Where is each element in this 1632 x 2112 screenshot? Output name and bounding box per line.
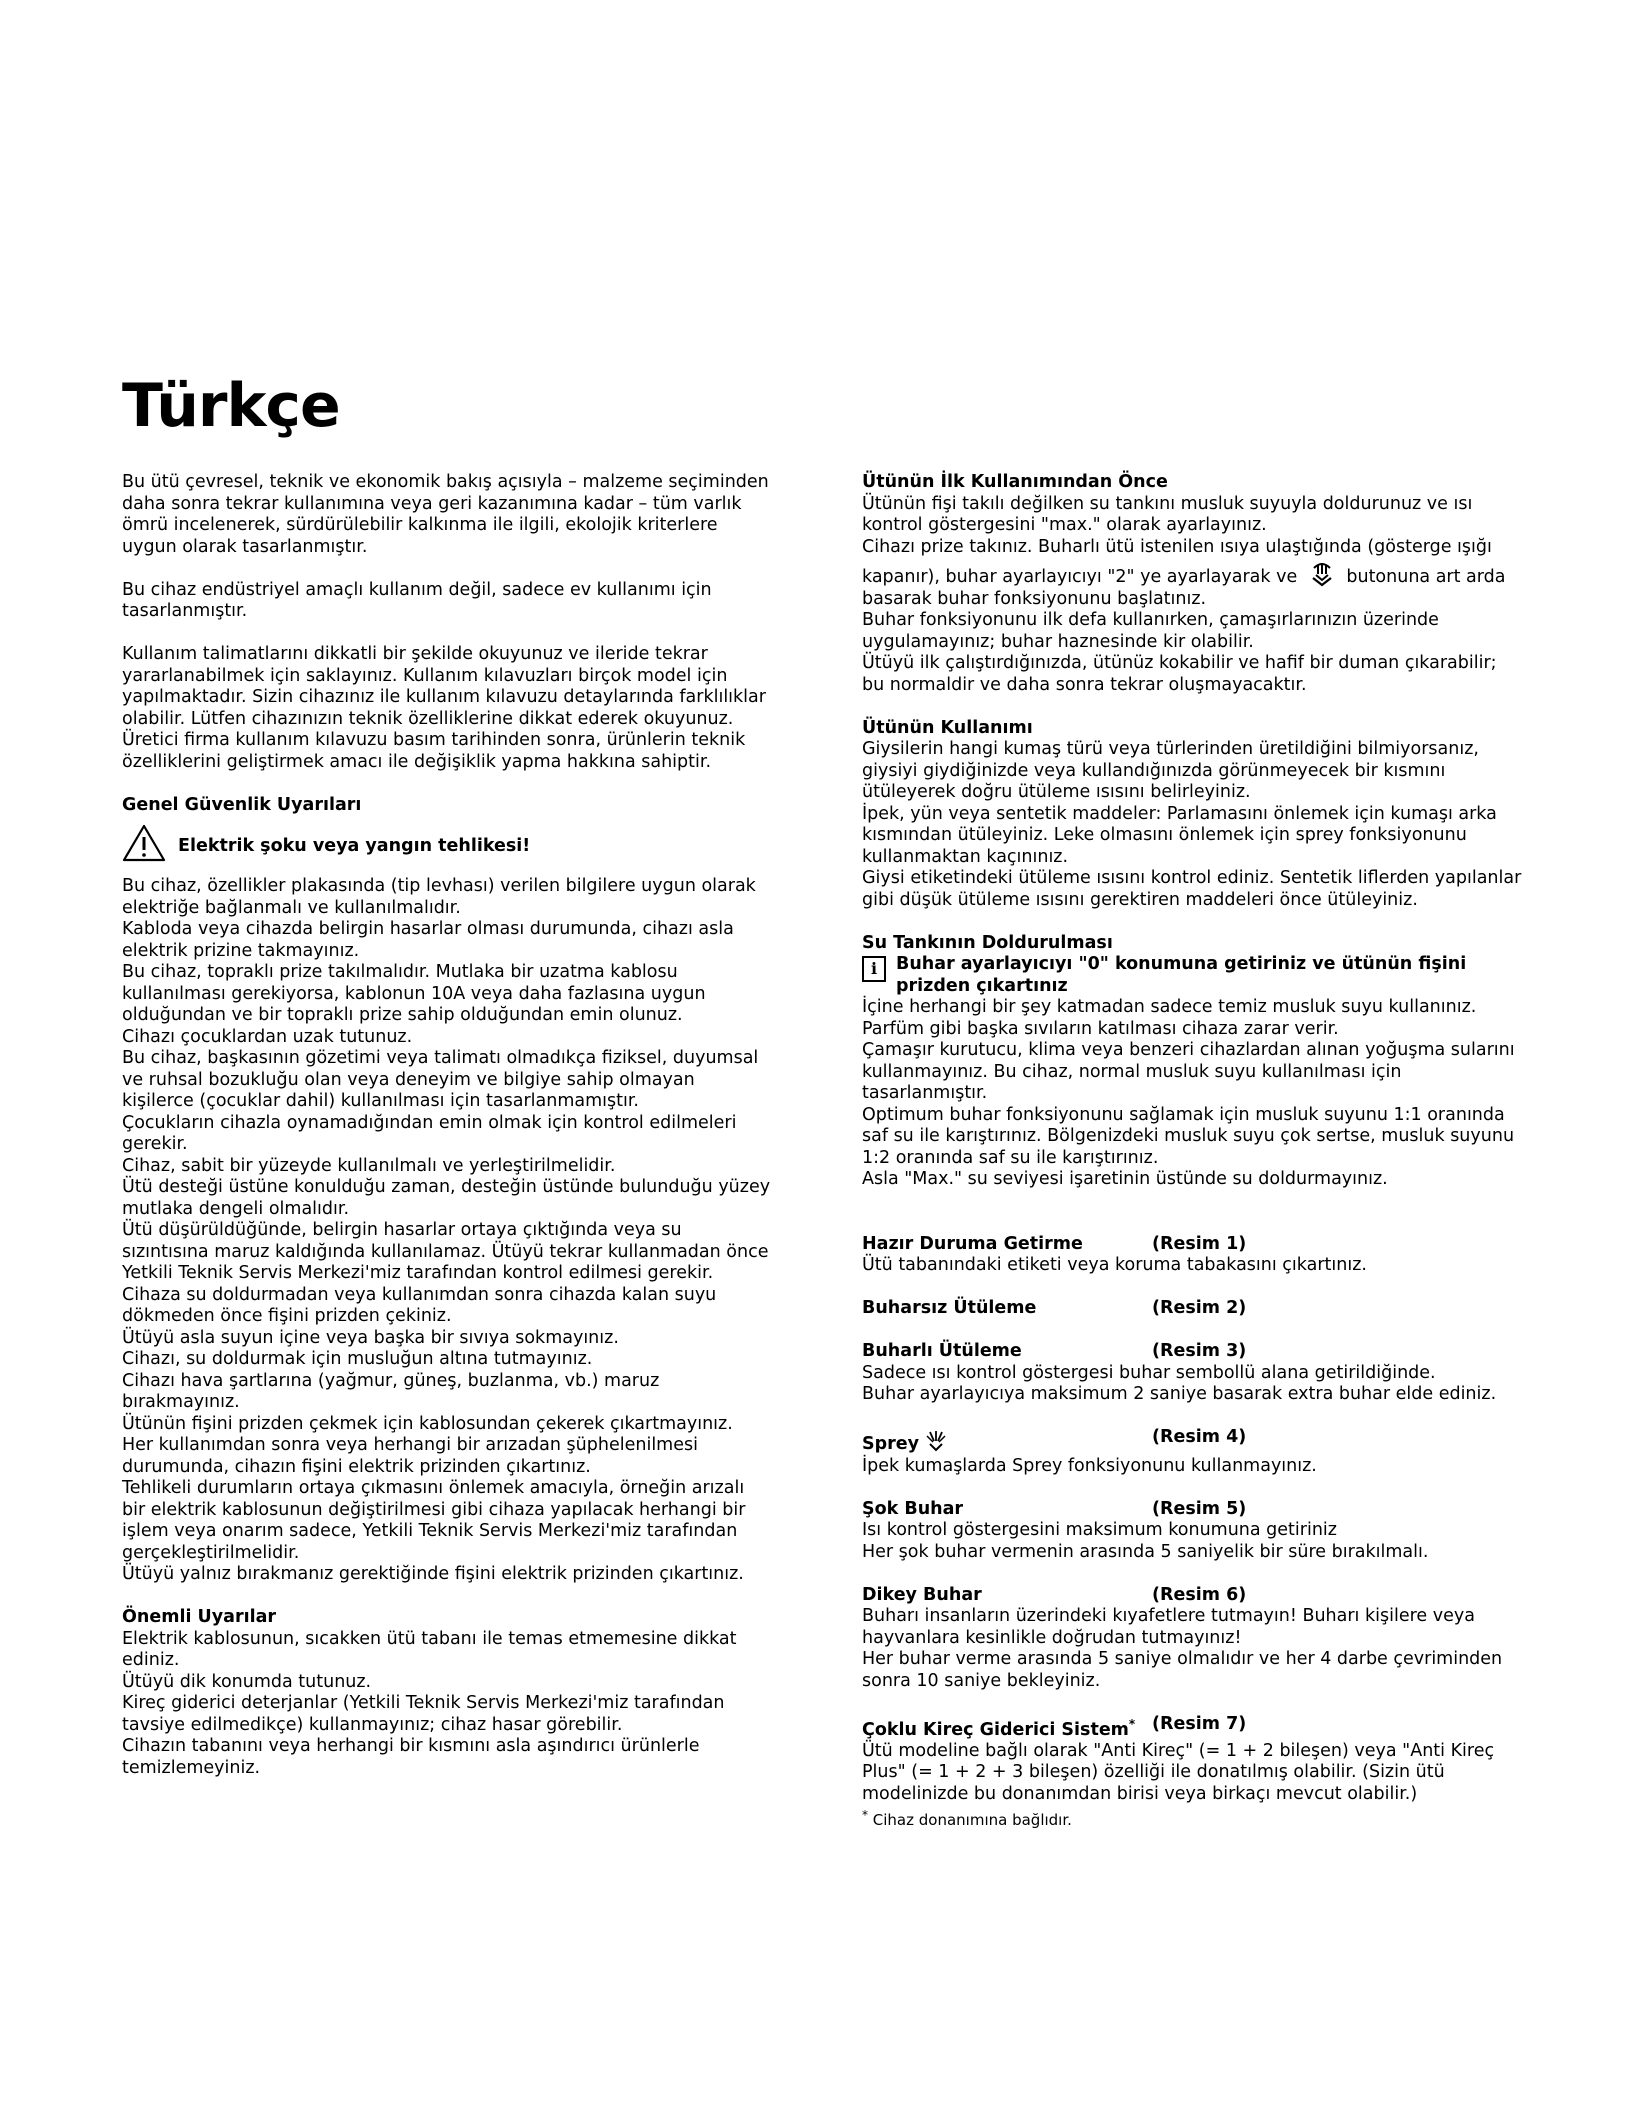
- feature-text: Ütü tabanındaki etiketi veya koruma tabakasını çıkartınız.: [862, 1255, 1367, 1275]
- feature-sok-buhar: [862, 1499, 1522, 1564]
- feature-name: Dikey Buhar: [862, 1584, 982, 1605]
- feature-ref: (Resim 5): [1152, 1498, 1247, 1519]
- tank-text: Asla "Max." su seviyesi işaretinin üstünde su doldurmayınız.: [862, 1169, 1388, 1189]
- safety-item: Ütünün fişini prizden çekmek için kablosundan çekerek çıkartmayınız.: [122, 1413, 733, 1434]
- feature-text: İpek kumaşlarda Sprey fonksiyonunu kullanmayınız.: [862, 1455, 1317, 1476]
- feature-text: Her şok buhar vermenin arasında 5 saniyelik bir süre bırakılmalı.: [862, 1541, 1429, 1562]
- intro-paragraph-3: Kullanım talimatlarını dikkatli bir şekilde okuyunuz ve ileride tekrar yararlanabilmek için saklayınız. Kullanım kılavuzları birçok model için yapılmaktadır. Sizin cihazınız ile kullanım kılavuzu detaylarında farklılıklar olabilir. Lütfen cihazınızın teknik özelliklerine dikkat ederek okuyunuz. Üretici firma kullanım kılavuzu basım tarihinden sonra, ürünlerin teknik özelliklerini geliştirmek amacı ile değişiklik yapma hakkına sahiptir.: [122, 644, 766, 772]
- tank-text: Çamaşır kurutucu, klima veya benzeri cihazlardan alınan yoğuşma sularını kullanmayınız. Bu cihaz, normal musluk suyu kullanılması için tasarlanmıştır.: [862, 1040, 1515, 1103]
- feature-kirec: [862, 1714, 1522, 1806]
- feature-name: Hazır Duruma Getirme: [862, 1233, 1083, 1254]
- left-column: [122, 472, 772, 1779]
- feature-text: Buhar ayarlayıcıya maksimum 2 saniye basarak extra buhar elde ediniz.: [862, 1384, 1497, 1404]
- usage-text: Giysilerin hangi kumaş türü veya türlerinden üretildiğini bilmiyorsanız, giysiyi giydiğinizde veya kullandığınızda görünmeyecek bir kısmını ütüleyerek doğru ütüleme ısısını belirleyiniz.: [862, 739, 1479, 802]
- feature-ref: (Resim 7): [1152, 1713, 1247, 1734]
- important-item: Cihazın tabanını veya herhangi bir kısmını asla aşındırıcı ürünlerle temizlemeyiniz.: [122, 1736, 700, 1778]
- safety-item: Cihazı, su doldurmak için musluğun altına tutmayınız.: [122, 1349, 593, 1369]
- first-use-text: Buhar fonksiyonunu ilk defa kullanırken, çamaşırlarınızın üzerinde uygulamayınız; buhar haznesinde kir olabilir.: [862, 610, 1439, 652]
- usage-text: Giysi etiketindeki ütüleme ısısını kontrol ediniz. Sentetik liflerden yapılanlar gibi düşük ütüleme ısısını gerektiren maddeleri önce ütüleyiniz.: [862, 868, 1522, 910]
- feature-text: Isı kontrol göstergesini maksimum konumuna getiriniz: [862, 1520, 1337, 1540]
- feature-hazir: [862, 1234, 1522, 1277]
- tank-info-notice: [862, 954, 1522, 997]
- feature-buharsiz: [862, 1298, 1522, 1320]
- safety-item: Cihazı çocuklardan uzak tutunuz.: [122, 1026, 413, 1047]
- important-item: Ütüyü dik konumda tutunuz.: [122, 1671, 372, 1692]
- footnote: [862, 1805, 1522, 1832]
- usage-heading: Ütünün Kullanımı: [862, 717, 1033, 738]
- tank-text: Optimum buhar fonksiyonunu sağlamak için musluk suyunu 1:1 oranında saf su ile karıştırınız. Bölgenizdeki musluk suyu çok sertse, musluk suyunu 1:2 oranında saf su ile karıştırınız.: [862, 1104, 1515, 1168]
- warning-notice: [122, 824, 772, 862]
- first-use-text: Ütünün fişi takılı değilken su tankını musluk suyuyla doldurunuz ve ısı kontrol göstergesini "max." olarak ayarlayınız.: [862, 493, 1473, 535]
- safety-item: Cihaza su doldurmadan veya kullanımdan sonra cihazda kalan suyu dökmeden önce fişini prizden çekiniz.: [122, 1284, 717, 1326]
- safety-heading: Genel Güvenlik Uyarıları: [122, 794, 362, 815]
- safety-item: Ütü düşürüldüğünde, belirgin hasarlar ortaya çıktığında veya su sızıntısına maruz kaldığında kullanılamaz. Ütüyü tekrar kullanmadan önce Yetkili Teknik Servis Merkezi'miz tarafından kontrol edilmesi gerekir.: [122, 1220, 769, 1283]
- feature-ref: (Resim 4): [1152, 1427, 1247, 1447]
- feature-ref: (Resim 3): [1152, 1341, 1247, 1361]
- feature-ref: (Resim 2): [1152, 1298, 1247, 1318]
- intro-paragraph-1: Bu ütü çevresel, teknik ve ekonomik bakış açısıyla – malzeme seçiminden daha sonra tekrar kullanımına veya geri kazanımına kadar – tüm varlık ömrü incelenerek, sürdürülebilir kalkınma ile ilgili, ekolojik kriterlere uygun olarak tasarlanmıştır.: [122, 472, 769, 557]
- first-use-text: Ütüyü ilk çalıştırdığınızda, ütünüz kokabilir ve hafif bir duman çıkarabilir; bu normaldir ve daha sonra tekrar oluşmayacaktır.: [862, 653, 1497, 695]
- feature-buharli: [862, 1341, 1522, 1406]
- feature-ref: (Resim 6): [1152, 1584, 1247, 1605]
- footnote-mark: *: [862, 1808, 868, 1823]
- footnote-text: Cihaz donanımına bağlıdır.: [872, 1811, 1072, 1830]
- usage-text: İpek, yün veya sentetik maddeler: Parlamasını önlemek için kumaşı arka kısmından ütüleyiniz. Leke olmasını önlemek için sprey fonksiyonunu kullanmaktan kaçınınız.: [862, 803, 1497, 867]
- safety-item: Bu cihaz, topraklı prize takılmalıdır. Mutlaka bir uzatma kablosu kullanılması gerekiyorsa, kablonun 10A veya daha fazlasına uygun olduğundan ve bir topraklı prize sahip olduğundan emin olunuz.: [122, 962, 706, 1025]
- feature-text: Her buhar verme arasında 5 saniye olmalıdır ve her 4 darbe çevriminden sonra 10 saniye bekleyiniz.: [862, 1649, 1503, 1691]
- info-icon: i: [862, 956, 886, 982]
- feature-text: Sadece ısı kontrol göstergesi buhar sembollü alana getirildiğinde.: [862, 1362, 1436, 1383]
- feature-name: Çoklu Kireç Giderici Sistem: [862, 1719, 1129, 1740]
- first-use-heading: Ütünün İlk Kullanımından Önce: [862, 472, 1168, 492]
- safety-item: Ütü desteği üstüne konulduğu zaman, desteğin üstünde bulunduğu yüzey mutlaka dengeli olmalıdır.: [122, 1177, 771, 1219]
- feature-ref: (Resim 1): [1152, 1233, 1247, 1254]
- first-use-text: [862, 537, 1522, 611]
- first-use-text-start: Cihazı prize takınız. Buharlı ütü istenilen ısıya ulaştığında (gösterge ışığı kapanır), buhar ayarlayıcıyı "2" ye ayarlayarak ve: [862, 536, 1492, 587]
- feature-sprey: [862, 1427, 1522, 1477]
- safety-item: Her kullanımdan sonra veya herhangi bir arızadan şüphelenilmesi durumunda, cihazın fişini elektrik prizinden çıkartınız.: [122, 1435, 698, 1477]
- tank-info-text: Buhar ayarlayıcıyı "0" konumuna getiriniz ve ütünün fişini prizden çıkartınız: [896, 954, 1467, 996]
- feature-dikey-buhar: [862, 1585, 1522, 1693]
- feature-text: Ütü modeline bağlı olarak "Anti Kireç" (= 1 + 2 bileşen) veya "Anti Kireç Plus" (= 1 + 2 + 3 bileşen) özelliği ile donatılmış olabilir. (Sizin ütü modelinizde bu donanımdan birisi veya birkaçı mevcut olabilir.): [862, 1740, 1495, 1804]
- safety-list: [122, 876, 772, 1586]
- safety-item: Kabloda veya cihazda belirgin hasarlar olması durumunda, cihazı asla elektrik prizine takmayınız.: [122, 919, 734, 961]
- safety-item: Tehlikeli durumların ortaya çıkmasını önlemek amacıyla, örneğin arızalı bir elektrik kablosunun değiştirilmesi gibi cihaza yapılacak herhangi bir işlem veya onarım sadece, Yetkili Teknik Servis Merkezi'miz tarafından gerçekleştirilmelidir.: [122, 1478, 746, 1563]
- safety-item: Ütüyü asla suyun içine veya başka bir sıvıya sokmayınız.: [122, 1327, 619, 1348]
- warning-text: Elektrik şoku veya yangın tehlikesi!: [178, 836, 531, 856]
- safety-item: Bu cihaz, özellikler plakasında (tip levhası) verilen bilgilere uygun olarak elektriğe bağlanmalı ve kullanılmalıdır.: [122, 876, 756, 918]
- important-heading: Önemli Uyarılar: [122, 1607, 277, 1627]
- feature-name: Buharlı Ütüleme: [862, 1341, 1022, 1361]
- tank-text: İçine herhangi bir şey katmadan sadece temiz musluk suyu kullanınız. Parfüm gibi başka sıvıların katılması cihaza zarar verir.: [862, 997, 1477, 1039]
- safety-item: Çocukların cihazla oynamadığından emin olmak için kontrol edilmeleri gerekir.: [122, 1112, 737, 1154]
- page-title: Türkçe: [122, 371, 340, 441]
- intro-paragraph-2: Bu cihaz endüstriyel amaçlı kullanım değil, sadece ev kullanımı için tasarlanmıştır.: [122, 579, 712, 621]
- safety-item: Cihazı hava şartlarına (yağmur, güneş, buzlanma, vb.) maruz bırakmayınız.: [122, 1370, 660, 1412]
- right-column: [862, 472, 1522, 1832]
- feature-name: Sprey: [862, 1434, 920, 1454]
- steam-burst-icon: [1309, 558, 1335, 588]
- safety-item: Bu cihaz, başkasının gözetimi veya talimatı olmadıkça fiziksel, duyumsal ve ruhsal bozukluğu olan veya deneyim ve bilgiye sahip olmayan kişilerce (çocuklar dahil) kullanılması için tasarlanmamıştır.: [122, 1048, 759, 1111]
- first-use-text-end: butonuna art arda basarak buhar fonksiyonunu başlatınız.: [862, 567, 1506, 609]
- feature-name: Şok Buhar: [862, 1498, 964, 1519]
- warning-triangle-icon: [122, 824, 166, 862]
- tank-heading: Su Tankının Doldurulması: [862, 932, 1113, 953]
- spray-icon: [925, 1427, 947, 1453]
- feature-name: Buharsız Ütüleme: [862, 1298, 1037, 1318]
- important-item: Elektrik kablosunun, sıcakken ütü tabanı ile temas etmemesine dikkat ediniz.: [122, 1628, 737, 1670]
- safety-item: Cihaz, sabit bir yüzeyde kullanılmalı ve yerleştirilmelidir.: [122, 1155, 616, 1176]
- feature-text: Buharı insanların üzerindeki kıyafetlere tutmayın! Buharı kişilere veya hayvanlara kesinlikle doğrudan tutmayınız!: [862, 1606, 1475, 1648]
- important-item: Kireç giderici deterjanlar (Yetkili Teknik Servis Merkezi'miz tarafından tavsiye edilmedikçe) kullanmayınız; cihaz hasar görebilir.: [122, 1693, 725, 1735]
- feature-footnote-mark: *: [1128, 1716, 1136, 1731]
- important-list: [122, 1629, 772, 1780]
- safety-item: Ütüyü yalnız bırakmanız gerektiğinde fişini elektrik prizinden çıkartınız.: [122, 1564, 744, 1584]
